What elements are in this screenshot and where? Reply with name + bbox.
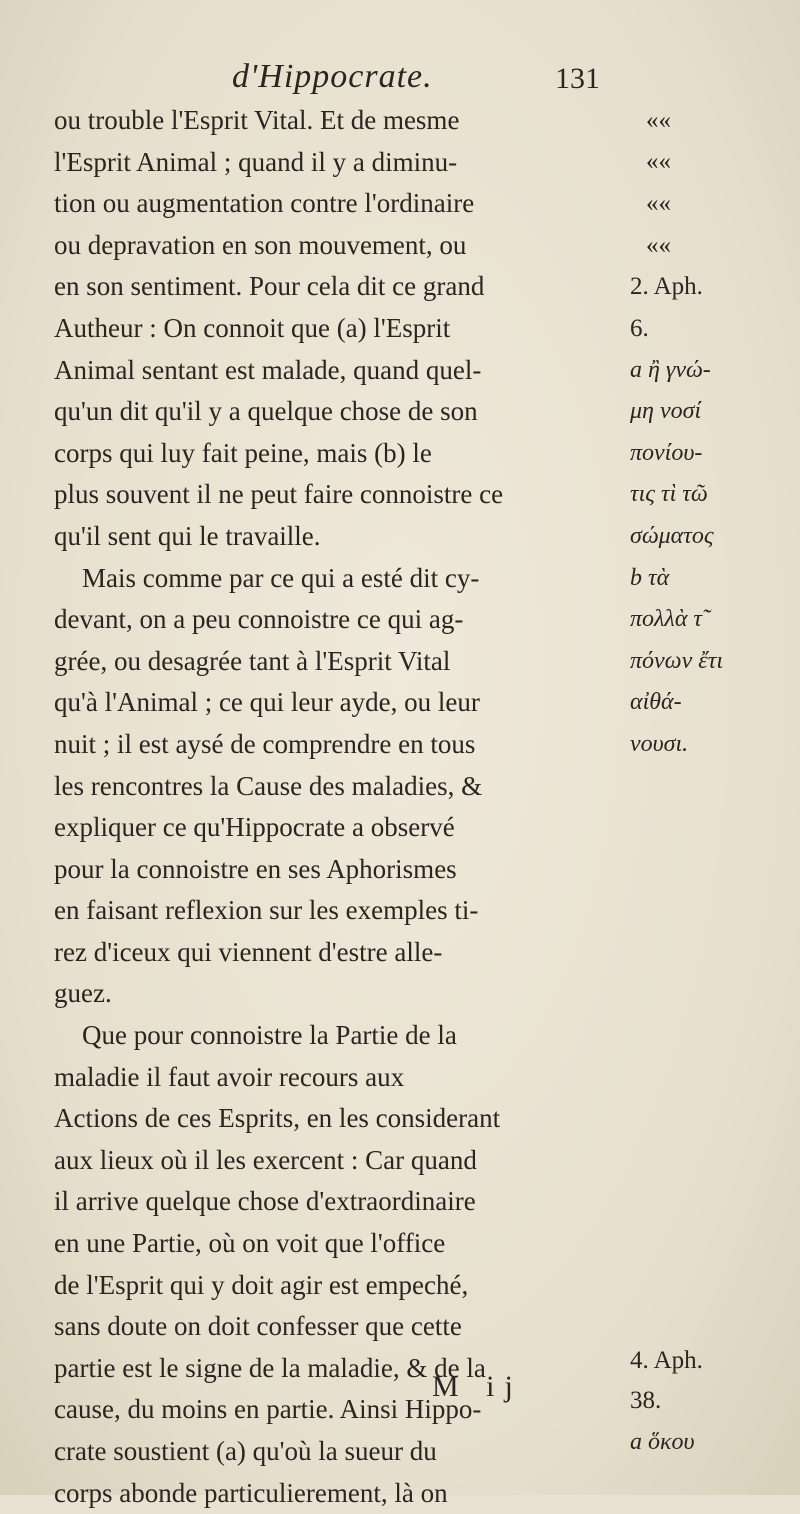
margin-greek-note: τις τὶ τῶ [630, 481, 708, 507]
margin-greek-note: πολλὰ τ̃ [630, 606, 702, 632]
text-line: Actions de ces Esprits, en les considerant [54, 1103, 501, 1134]
text-line: rez d'iceux qui viennent d'estre alle- [54, 936, 443, 967]
text-line: en faisant reflexion sur les exemples ti- [54, 895, 479, 926]
margin-aphorism-ref: 6. [630, 315, 649, 342]
margin-greek-note: a ἢ γνώ- [630, 357, 711, 383]
text-line: qu'à l'Animal ; ce qui leur ayde, ou leur [54, 687, 480, 718]
margin-quote-mark: «« [646, 190, 671, 217]
text-line: tion ou augmentation contre l'ordinaire [54, 188, 475, 219]
text-line: aux lieux où il les exercent : Car quand [54, 1144, 477, 1175]
margin-greek-note: αἰθά- [630, 689, 682, 715]
text-line: crate soustient (a) qu'où la sueur du [54, 1436, 437, 1466]
text-line: Que pour connoistre la Partie de la [82, 1020, 457, 1051]
running-title: d'Hippocrate. [232, 58, 433, 95]
text-line: partie est le signe de la maladie, & de la [54, 1352, 486, 1383]
text-line: expliquer ce qu'Hippocrate a observé [54, 812, 455, 843]
margin-greek-note: a ὅκου [630, 1429, 695, 1455]
text-line: il arrive quelque chose d'extraordinaire [54, 1186, 476, 1217]
margin-greek-note: b τὰ [630, 565, 670, 591]
page-header [0, 58, 800, 98]
text-line: pour la connoistre en ses Aphorismes [54, 853, 457, 884]
text-line: les rencontres la Cause des maladies, & [54, 770, 483, 801]
text-line: Autheur : On connoit que (a) l'Esprit [54, 312, 451, 343]
page-number: 131 [555, 62, 600, 95]
text-line: grée, ou desagrée tant à l'Esprit Vital [54, 645, 451, 676]
text-line: ou trouble l'Esprit Vital. Et de mesme [54, 105, 460, 135]
signature-mark: M ij [432, 1370, 523, 1403]
text-line: corps qui luy fait peine, mais (b) le [54, 437, 432, 468]
margin-aphorism-ref: 2. Aph. [630, 273, 703, 300]
text-line: nuit ; il est aysé de comprendre en tous [54, 728, 476, 759]
text-line: sans doute on doit confesser que cette [54, 1311, 462, 1342]
text-line: de l'Esprit qui y doit agir est empeché, [54, 1269, 469, 1300]
text-line: en une Partie, où on voit que l'office [54, 1228, 446, 1259]
margin-aphorism-ref: 4. Aph. [630, 1347, 703, 1374]
margin-greek-note: σώματος [630, 523, 714, 549]
margin-quote-mark: «« [646, 107, 671, 134]
text-line: maladie il faut avoir recours aux [54, 1061, 405, 1092]
text-line: devant, on a peu connoistre ce qui ag- [54, 604, 464, 635]
text-line: guez. [54, 978, 112, 1009]
margin-quote-mark: «« [646, 148, 671, 175]
text-line: ou depravation en son mouvement, ou [54, 229, 467, 260]
margin-greek-note: πόνων ἔτι [630, 648, 723, 674]
text-line: qu'il sent qui le travaille. [54, 520, 321, 551]
text-line: corps abonde particulierement, là on [54, 1477, 448, 1508]
text-line: en son sentiment. Pour cela dit ce grand [54, 271, 485, 302]
text-line: cause, du moins en partie. Ainsi Hippo- [54, 1394, 482, 1425]
margin-greek-note: μη νοσί [630, 398, 702, 424]
text-line: qu'un dit qu'il y a quelque chose de son [54, 396, 478, 427]
margin-aphorism-ref: 38. [630, 1387, 662, 1414]
text-line: l'Esprit Animal ; quand il y a diminu- [54, 146, 458, 177]
margin-greek-note: νουσι. [630, 731, 689, 757]
text-line: plus souvent il ne peut faire connoistre ce [54, 479, 504, 510]
text-line: Mais comme par ce qui a esté dit cy- [82, 562, 480, 593]
margin-quote-mark: «« [646, 232, 671, 259]
text-line: Animal sentant est malade, quand quel- [54, 354, 482, 385]
body-text [54, 100, 626, 1514]
margin-greek-note: πονίου- [630, 440, 703, 466]
